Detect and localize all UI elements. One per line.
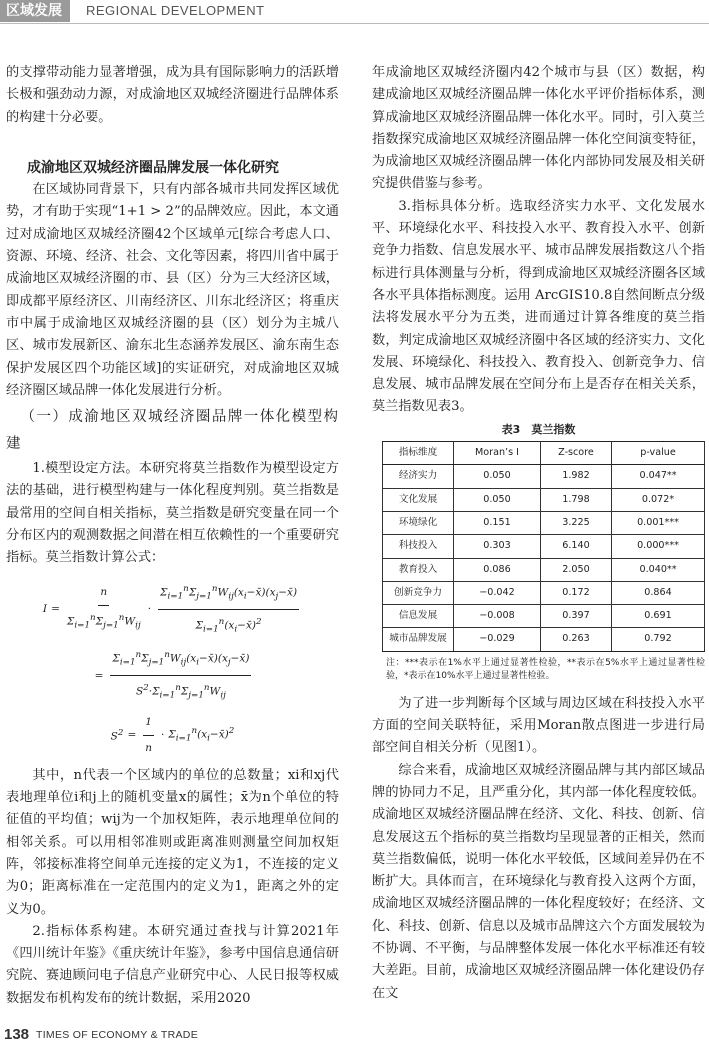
table-row bbox=[383, 628, 705, 651]
table-cell: 0.040** bbox=[612, 558, 705, 581]
table-cell: 科技投入 bbox=[383, 535, 454, 558]
table-cell: 2.050 bbox=[541, 558, 612, 581]
table-row bbox=[383, 605, 705, 628]
table-cell: 3.225 bbox=[541, 511, 612, 534]
table-note: 注：***表示在1%水平上通过显著性检验，**表示在5%水平上通过显著性检验，*表示在10%水平上通过显著性检验。 bbox=[386, 657, 705, 681]
table-cell: 创新竞争力 bbox=[383, 581, 454, 604]
paragraph: 在区域协同背景下，只有内部各城市共同发挥区域优势，才有助于实现“1+1 > 2”的品牌效应。因此，本文通过对成渝地区双城经济圈42个区域单元[综合考虑人口、资源、环境、经济、社会、文化等因素，将四川省中属于成渝地区双城经济圈的市、县（区）分为三大经济区域，即成都平原经济区、川南经济区、川东北经济区；将重庆市中属于成渝地区双城经济圈的县（区）划分为主城八区、城市发展新区、渝东北生态涵养发展区、渝东南生态保护发展区四个功能区域]的实证研究，对成渝地区双城经济圈区域品牌一体化发展进行分析。 bbox=[6, 182, 339, 398]
table-cell: 教育投入 bbox=[383, 558, 454, 581]
page-number: 138 bbox=[4, 1026, 30, 1043]
journal-name: TIMES OF ECONOMY & TRADE bbox=[36, 1029, 198, 1041]
formula-line-3: $S^2$ = $\frac{1}{n}$ · $\Sigma_{i=1}^n(x_i-x̄)^2$ bbox=[6, 711, 339, 759]
table-row bbox=[383, 581, 705, 604]
section-badge: 区域发展 bbox=[0, 0, 70, 22]
paragraph: 1.模型设定方法。本研究将莫兰指数作为模型设定方法的基础，进行模型构建与一体化程度判别。莫兰指数是最常用的空间自相关指标，莫兰指数是研究变量在同一个分布区内的观测数据之间潜在相互依赖性的一个重要研究指标。莫兰指数计算公式： bbox=[6, 461, 339, 566]
paragraph: 综合来看，成渝地区双城经济圈品牌与其内部区域品牌的协同力不足，且严重分化，其内部一体化程度较低。成渝地区双城经济圈品牌在经济、文化、科技、创新、信息发展这五个指标的莫兰指数均呈现显著的正相关，然而莫兰指数偏低，说明一体化水平较低，区域间差异仍在不断扩大。具体而言，在环境绿化与教育投入这两个方面，成渝地区双城经济圈品牌的一体化程度较好；在经济、文化、科技、创新、信息以及城市品牌这六个方面发展较为不协调、不平衡，与品牌整体发展一体化水平标准还有较大差距。目前，成渝地区双城经济圈品牌一体化建设仍存在文 bbox=[372, 762, 705, 1001]
column-header: Moran’s I bbox=[454, 442, 541, 465]
column-header: Z-score bbox=[541, 442, 612, 465]
moran-index-table bbox=[382, 441, 705, 652]
table-cell: 0.050 bbox=[454, 465, 541, 488]
table-caption: 表3 莫兰指数 bbox=[501, 422, 576, 436]
table-cell: 0.263 bbox=[541, 628, 612, 651]
table-cell: −0.029 bbox=[454, 628, 541, 651]
table-cell: 0.397 bbox=[541, 605, 612, 628]
paragraph: 年成渝地区双城经济圈内42个城市与县（区）数据，构建成渝地区双城经济圈品牌一体化水平评价指标体系，测算成渝地区双城经济圈品牌一体化水平。同时，引入莫兰指数探究成渝地区双城经济圈品牌一体化空间演变特征，为成渝地区双城经济圈品牌一体化内部协同发展及相关研究提供借鉴与参考。 bbox=[372, 65, 705, 192]
intro-paragraph: 的支撑带动能力显著增强，成为具有国际影响力的活跃增长极和强劲动力源，对成渝地区双城经济圈进行品牌体系的构建十分必要。 bbox=[6, 65, 339, 125]
page-header bbox=[0, 0, 709, 22]
table-cell: 0.050 bbox=[454, 488, 541, 511]
formula-line-1: I = $\frac{n}{\Sigma_{i=1}^n\Sigma_{j=1}^nW_{ij}}$ · $\frac{\Sigma_{i=1}^n\Sigma_{j=1}^nW_{ij}(x_i-x̄)(x_j-x̄)}{\Sigma_{i=1}^n(x_i-x̄)^2}$ bbox=[6, 578, 339, 641]
page-footer bbox=[0, 1024, 709, 1048]
paragraph: 其中，n代表一个区域内的单位的总数量；xi和xj代表地理单位i和j上的随机变量x的属性；x̄为n个单位的特征值的平均值；wij为一个加权矩阵，表示地理单位间的相邻关系。可以用相邻准则或距离准则测量空间加权矩阵，邻接标准将空间单元连接的定义为1，不连接的定义为0；距离标准在一定范围内的定义为1，距离之外的定义为0。 bbox=[6, 767, 339, 917]
table-row bbox=[383, 535, 705, 558]
section-title: 成渝地区双城经济圈品牌发展一体化研究 bbox=[27, 159, 279, 176]
right-column bbox=[372, 62, 705, 1005]
table-cell: 0.691 bbox=[612, 605, 705, 628]
header-divider bbox=[0, 23, 709, 24]
table-cell: 环境绿化 bbox=[383, 511, 454, 534]
table-cell: 0.864 bbox=[612, 581, 705, 604]
section-name-en: REGIONAL DEVELOPMENT bbox=[86, 3, 265, 18]
table-cell: 0.172 bbox=[541, 581, 612, 604]
table-row bbox=[383, 511, 705, 534]
table-cell: 6.140 bbox=[541, 535, 612, 558]
table-cell: 0.086 bbox=[454, 558, 541, 581]
table-row bbox=[383, 558, 705, 581]
table-row bbox=[383, 465, 705, 488]
table-row bbox=[383, 488, 705, 511]
table-cell: −0.042 bbox=[454, 581, 541, 604]
formula-line-2: = $\frac{\Sigma_{i=1}^n\Sigma_{j=1}^nW_{ij}(x_i-x̄)(x_j-x̄)}{S^2\cdot\Sigma_{i=1}^n\Sigma_{j=1}^nW_{ij}}$ bbox=[6, 644, 339, 707]
table-cell: 0.792 bbox=[612, 628, 705, 651]
table-cell: 1.982 bbox=[541, 465, 612, 488]
table-cell: 0.000*** bbox=[612, 535, 705, 558]
paragraph: 3.指标具体分析。选取经济实力水平、文化发展水平、环境绿化水平、科技投入水平、教育投入水平、创新竞争力指数、信息发展水平、城市品牌发展指数这八个指标进行具体测量与分析，得到成渝地区双城经济圈各区域各水平具体指标测度。运用 ArcGIS10.8自然间断点分级法将发展水平分为五类，进而通过计算各维度的莫兰指数，判定成渝地区双城经济圈中各区域的经济实力、文化发展、环境绿化、科技投入、教育投入、创新竞争力、信息发展、城市品牌发展在空间分布上是否存在相关关系，莫兰指数见表3。 bbox=[372, 198, 705, 415]
table-cell: 文化发展 bbox=[383, 488, 454, 511]
table-cell: −0.008 bbox=[454, 605, 541, 628]
table-header-row bbox=[383, 442, 705, 465]
table-cell: 0.047** bbox=[612, 465, 705, 488]
table-cell: 信息发展 bbox=[383, 605, 454, 628]
paragraph: 2.指标体系构建。本研究通过查找与计算2021年《四川统计年鉴》《重庆统计年鉴》，参考中国信息通信研究院、赛迪顾问电子信息产业研究中心、人民日报等权威数据发布机构发布的统计数据，采用2020 bbox=[6, 923, 339, 1006]
column-header: p-value bbox=[612, 442, 705, 465]
table-cell: 经济实力 bbox=[383, 465, 454, 488]
table-cell: 0.001*** bbox=[612, 511, 705, 534]
table-cell: 1.798 bbox=[541, 488, 612, 511]
left-column bbox=[6, 62, 339, 1010]
moran-formula bbox=[6, 578, 339, 759]
table-cell: 0.303 bbox=[454, 535, 541, 558]
column-header: 指标维度 bbox=[383, 442, 454, 465]
table-cell: 城市品牌发展 bbox=[383, 628, 454, 651]
table-cell: 0.151 bbox=[454, 511, 541, 534]
table-cell: 0.072* bbox=[612, 488, 705, 511]
paragraph: 为了进一步判断每个区域与周边区域在科技投入水平方面的空间关联特征，采用Moran散点图进一步进行局部空间自相关分析（见图1）。 bbox=[372, 695, 705, 756]
subsection-title: （一）成渝地区双城经济圈品牌一体化模型构建 bbox=[6, 409, 339, 453]
